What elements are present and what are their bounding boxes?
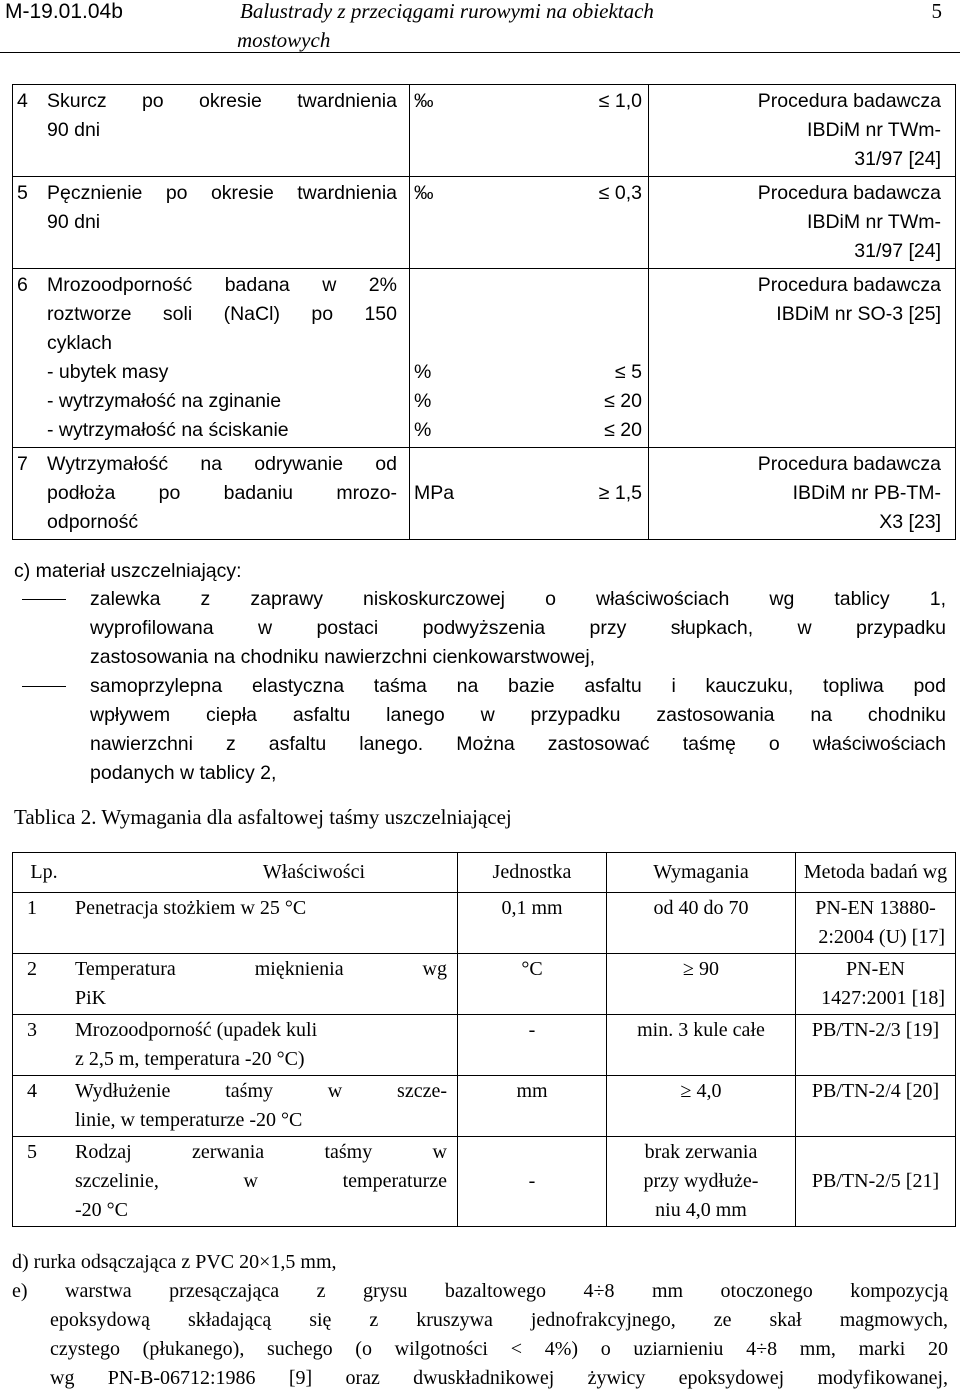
table-row: 1 Penetracja stożkiem w 25 °C 0,1 mm od 40 do 70 PN-EN 13880- 2:2004 (U) [17] xyxy=(13,893,956,954)
table-row: 6 Mrozoodporność badana w 2% roztworze soli (NaCl) po 150 cyklach - ubytek masy - wytrzymałość na zginanie - wytrzymałość na ściskanie % % % ≤ 5 ≤ 20 ≤ 20 Procedura badawcza IBDiM nr SO-3 [25] xyxy=(13,269,956,448)
document-title: Balustrady z przeciągami rurowymi na obiektach mostowych xyxy=(237,0,654,52)
table-row: 4 Wydłużenie taśmy w szcze- linie, w temperaturze -20 °C mm ≥ 4,0 PB/TN-2/4 [20] xyxy=(13,1076,956,1137)
list-item-e: e) warstwa przesączająca z grysu bazaltowego 4÷8 mm otoczonego kompozycją epoksydową składającą się z kruszywa jednofrakcyjnego, ze skał magmowych, czystego (płukanego), suchego (o wilgotności < 4%) o uziarnieniu 4÷8 mm, marki 20 wg PN-B-06712:1986 [9] oraz dwuskładnikowej żywicy epoksydowej modyfikowanej, xyxy=(12,1280,948,1389)
list-item: zalewka z zaprawy niskoskurczowej o właściwościach wg tablicy 1, wyprofilowana w postaci podwyższenia przy słupkach, w przypadku zastosowania na chodniku nawierzchni cienkowarstwowej, xyxy=(90,588,946,668)
document-code: M-19.01.04b xyxy=(5,0,123,23)
table-row: 5 Pęcznienie po okresie twardnienia 90 dni ‰ ≤ 0,3 Procedura badawcza IBDiM nr TWm- 31/97 [24] xyxy=(13,177,956,269)
table-row: 4 Skurcz po okresie twardnienia 90 dni ‰ ≤ 1,0 Procedura badawcza IBDiM nr TWm- 31/97 [24] xyxy=(13,85,956,177)
table-2-caption: Tablica 2. Wymagania dla asfaltowej taśmy uszczelniającej xyxy=(14,805,512,829)
list-dash xyxy=(22,686,66,687)
section-c-heading: c) materiał uszczelniający: xyxy=(14,560,242,582)
page-header xyxy=(0,0,960,53)
table-row: 5 Rodzaj zerwania taśmy w szczelinie, w temperaturze -20 °C - brak zerwania przy wydłuże- niu 4,0 mm PB/TN-2/5 [21] xyxy=(13,1137,956,1227)
list-dash xyxy=(22,599,66,600)
list-item-d: d) rurka odsączająca z PVC 20×1,5 mm, xyxy=(12,1251,337,1273)
requirements-table-2 xyxy=(12,852,956,1227)
requirements-table-1 xyxy=(12,84,956,540)
table-row: 3 Mrozoodporność (upadek kuli z 2,5 m, temperatura -20 °C) - min. 3 kule całe PB/TN-2/3 [19] xyxy=(13,1015,956,1076)
page-number: 5 xyxy=(931,0,942,23)
table-row: 2 Temperatura mięknienia wg PiK °C ≥ 90 PN-EN 1427:2001 [18] xyxy=(13,954,956,1015)
table-header-row: Lp. Właściwości Jednostka Wymagania Metoda badań wg xyxy=(13,853,956,893)
list-item: samoprzylepna elastyczna taśma na bazie asfaltu i kauczuku, topliwa pod wpływem ciepła asfaltu lanego w przypadku zastosowania na chodniku nawierzchni z asfaltu lanego. Można zastosować taśmę o właściwościach podanych w tablicy 2, xyxy=(90,675,946,784)
table-row: 7 Wytrzymałość na odrywanie od podłoża po badaniu mrozo- odporność MPa ≥ 1,5 Procedura badawcza IBDiM nr PB-TM- X3 [23] xyxy=(13,448,956,540)
bottom-list xyxy=(12,1248,948,1393)
